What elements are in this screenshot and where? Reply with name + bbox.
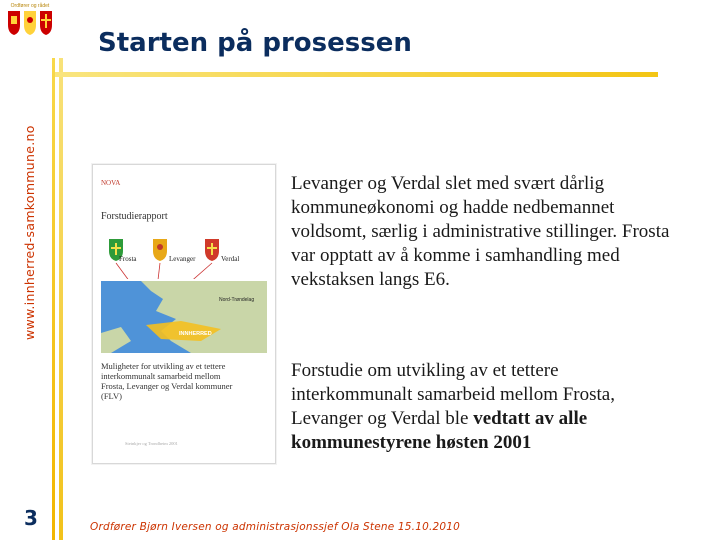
label-verdal: Verdal xyxy=(221,255,240,263)
report-subtitle-line: (FLV) xyxy=(101,391,122,401)
accent-line-left xyxy=(52,58,55,540)
report-fine-print: Steinkjer og Trondheim 2001 xyxy=(125,441,178,446)
map-label-region: Nord-Trøndelag xyxy=(219,297,255,303)
municipality-shields xyxy=(101,237,271,279)
footer-presenters: Ordfører Bjørn Iversen og administrasjonssjef Ola Stene 15.10.2010 xyxy=(90,521,461,533)
paragraph-economy: Levanger og Verdal slet med svært dårlig kommuneøkonomi og hadde nedbemannet voldsomt, særlig i administrative stillinger. Frosta var opptatt av å komme i samhandling med vekstaksen langs E6. xyxy=(291,173,670,290)
website-url: www.innherred-samkommune.no xyxy=(22,125,37,340)
report-subtitle-line: Muligheter for utvikling av et tettere xyxy=(101,361,226,371)
map-label-band: INNHERRED xyxy=(179,331,212,337)
region-map xyxy=(101,281,267,353)
report-subtitle-line: Frosta, Levanger og Verdal kommuner xyxy=(101,381,233,391)
paragraph-decision xyxy=(291,359,681,455)
label-frosta: Frosta xyxy=(119,255,137,263)
report-publisher: NOVA xyxy=(101,179,121,187)
accent-line-right xyxy=(59,58,63,540)
paragraph-decision-emphasis: vedtatt av alle kommunestyrene høsten 2001 xyxy=(291,408,588,453)
page-title: Starten på prosessen xyxy=(98,28,412,58)
logo-text: Ordfører og rådet xyxy=(10,3,50,9)
report-heading: Forstudierapport xyxy=(101,211,168,222)
paragraph-decision-text: Forstudie om utvikling av et tettere interkommunalt samarbeid mellom Frosta, Levanger og Verdal ble xyxy=(291,360,615,429)
report-subtitle-line: interkommunalt samarbeid mellom xyxy=(101,371,221,381)
label-levanger: Levanger xyxy=(169,255,196,263)
title-underline xyxy=(55,72,658,77)
report-cover-image xyxy=(92,164,276,464)
report-subtitle xyxy=(101,361,232,401)
logo xyxy=(2,0,58,46)
slide-number: 3 xyxy=(24,506,38,530)
